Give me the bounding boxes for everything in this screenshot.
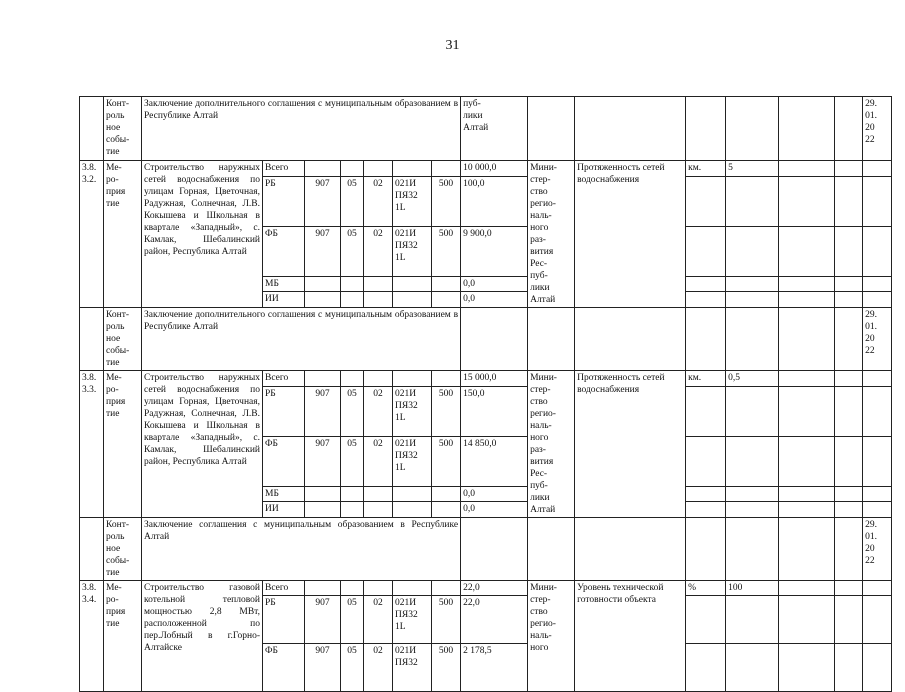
grbs-code — [305, 276, 341, 292]
amount: 100,0 — [461, 176, 528, 226]
funding-source: ИИ — [263, 292, 305, 308]
value-cell — [726, 518, 779, 581]
finance-row — [80, 161, 892, 177]
empty-cell — [726, 386, 779, 436]
vr-code: 500 — [432, 436, 461, 486]
date-cell: 29. 01. 20 22 — [863, 308, 892, 371]
empty-cell — [835, 308, 863, 371]
empty-cell — [726, 292, 779, 308]
event-number: 3.8. 3.2. — [80, 161, 104, 308]
num-cell — [80, 97, 104, 161]
empty-cell — [686, 644, 726, 692]
csr-code: 021И ПЯ32 1L — [393, 596, 432, 644]
control-event-row — [80, 97, 892, 161]
section-code: 05 — [341, 436, 364, 486]
empty-cell — [779, 176, 835, 226]
subsection-code: 02 — [364, 226, 393, 276]
empty-cell — [686, 292, 726, 308]
subsection-code — [364, 581, 393, 596]
empty-cell — [863, 276, 892, 292]
grbs-code — [305, 502, 341, 518]
empty-cell — [726, 486, 779, 502]
subsection-code — [364, 486, 393, 502]
vr-code: 500 — [432, 596, 461, 644]
empty-cell — [835, 502, 863, 518]
csr-code — [393, 292, 432, 308]
indicator-unit: км. — [686, 161, 726, 177]
csr-code: 021И ПЯ32 1L — [393, 226, 432, 276]
subsection-code: 02 — [364, 436, 393, 486]
empty-cell — [686, 596, 726, 644]
subsection-code — [364, 161, 393, 177]
subsection-code — [364, 371, 393, 387]
amount: 0,0 — [461, 486, 528, 502]
event-description: Строительство наружных сетей водоснабжения по улицам Горная, Цветочная, Радужная, Солнечная, Л.В. Кокышева и Школьная в квартале «Западный», с. Камлак, Шебалинский район, Республика Алтай — [142, 161, 263, 308]
indicator-name: Протяженность сетей водоснабжения — [575, 371, 686, 518]
control-event-row — [80, 308, 892, 371]
empty-cell — [726, 644, 779, 692]
empty-cell — [835, 292, 863, 308]
grbs-code: 907 — [305, 596, 341, 644]
empty-cell — [835, 371, 863, 387]
empty-cell — [779, 226, 835, 276]
subsection-code — [364, 502, 393, 518]
vr-code — [432, 486, 461, 502]
csr-code: 021И ПЯ32 1L — [393, 176, 432, 226]
empty-cell — [779, 386, 835, 436]
empty-cell — [835, 97, 863, 161]
empty-cell — [779, 161, 835, 177]
subsection-code: 02 — [364, 176, 393, 226]
section-code: 05 — [341, 386, 364, 436]
empty-cell — [863, 596, 892, 644]
section-code — [341, 486, 364, 502]
empty-cell — [863, 502, 892, 518]
vr-code: 500 — [432, 226, 461, 276]
funding-source: РБ — [263, 176, 305, 226]
indicator-cell — [575, 97, 686, 161]
empty-cell — [835, 436, 863, 486]
funding-source: РБ — [263, 596, 305, 644]
indicator-cell — [528, 308, 575, 371]
page-number: 31 — [445, 38, 460, 53]
vr-code — [432, 581, 461, 596]
grbs-code: 907 — [305, 386, 341, 436]
empty-cell — [779, 371, 835, 387]
empty-cell — [779, 502, 835, 518]
control-label: Конт- роль ное собы- тие — [104, 518, 142, 581]
funding-source: Всего — [263, 581, 305, 596]
subsection-code: 02 — [364, 596, 393, 644]
subsection-code: 02 — [364, 644, 393, 692]
indicator-value: 0,5 — [726, 371, 779, 387]
csr-code: 021И ПЯ32 — [393, 644, 432, 692]
empty-cell — [726, 276, 779, 292]
num-cell — [80, 518, 104, 581]
subsection-code — [364, 276, 393, 292]
empty-cell — [726, 226, 779, 276]
event-number: 3.8. 3.3. — [80, 371, 104, 518]
empty-cell — [726, 176, 779, 226]
section-code: 05 — [341, 176, 364, 226]
empty-cell — [863, 226, 892, 276]
empty-cell — [835, 276, 863, 292]
control-label: Конт- роль ное собы- тие — [104, 97, 142, 161]
funding-source: Всего — [263, 161, 305, 177]
event-description: Строительство наружных сетей водоснабжения по улицам Горная, Цветочная, Радужная, Солнечная, Л.В. Кокышева и Школьная в квартале «Западный», с. Камлак, Шебалинский район, Республика Алтай — [142, 371, 263, 518]
grbs-code: 907 — [305, 644, 341, 692]
executor-cell — [461, 518, 528, 581]
amount: 22,0 — [461, 581, 528, 596]
amount: 9 900,0 — [461, 226, 528, 276]
vr-code — [432, 502, 461, 518]
empty-cell — [835, 486, 863, 502]
date-cell — [863, 581, 892, 596]
plan-table — [79, 96, 892, 692]
empty-cell — [779, 596, 835, 644]
funding-source: ФБ — [263, 436, 305, 486]
control-text: Заключение дополнительного соглашения с муниципальным образованием в Республике Алтай — [142, 308, 461, 371]
indicator-name: Уровень технической готовности объекта — [575, 581, 686, 692]
executor-cell: Мини- стер- ство регио- наль- ного раз- вития Рес- пуб- лики Алтай — [528, 161, 575, 308]
funding-source: ФБ — [263, 644, 305, 692]
funding-source: ИИ — [263, 502, 305, 518]
section-code — [341, 276, 364, 292]
amount: 0,0 — [461, 502, 528, 518]
funding-source: ФБ — [263, 226, 305, 276]
grbs-code — [305, 371, 341, 387]
subsection-code: 02 — [364, 386, 393, 436]
event-label: Ме- ро- прия тие — [104, 371, 142, 518]
amount: 14 850,0 — [461, 436, 528, 486]
grbs-code — [305, 161, 341, 177]
section-code — [341, 581, 364, 596]
csr-code — [393, 371, 432, 387]
empty-cell — [779, 486, 835, 502]
csr-code — [393, 581, 432, 596]
empty-cell — [779, 644, 835, 692]
amount: 0,0 — [461, 292, 528, 308]
date-cell — [863, 371, 892, 387]
event-description: Строительство газовой котельной тепловой мощностью 2,8 МВт, расположенной по пер.Лобный в г.Горно-Алтайске — [142, 581, 263, 692]
csr-code — [393, 486, 432, 502]
amount: 0,0 — [461, 276, 528, 292]
amount: 22,0 — [461, 596, 528, 644]
empty-cell — [779, 581, 835, 596]
indicator-cell — [528, 97, 575, 161]
empty-cell — [863, 386, 892, 436]
empty-cell — [779, 276, 835, 292]
amount: 150,0 — [461, 386, 528, 436]
empty-cell — [726, 596, 779, 644]
section-code: 05 — [341, 596, 364, 644]
vr-code: 500 — [432, 386, 461, 436]
section-code — [341, 161, 364, 177]
empty-cell — [835, 226, 863, 276]
amount: 10 000,0 — [461, 161, 528, 177]
amount: 2 178,5 — [461, 644, 528, 692]
empty-cell — [686, 486, 726, 502]
section-code: 05 — [341, 226, 364, 276]
empty-cell — [835, 581, 863, 596]
control-text: Заключение соглашения с муниципальным образованием в Республике Алтай — [142, 518, 461, 581]
amount: 15 000,0 — [461, 371, 528, 387]
control-label: Конт- роль ное собы- тие — [104, 308, 142, 371]
finance-row — [80, 581, 892, 596]
empty-cell — [835, 518, 863, 581]
event-label: Ме- ро- прия тие — [104, 581, 142, 692]
finance-row — [80, 371, 892, 387]
empty-cell — [863, 486, 892, 502]
empty-cell — [686, 386, 726, 436]
empty-cell — [863, 436, 892, 486]
executor-cell: пуб- лики Алтай — [461, 97, 528, 161]
empty-cell — [863, 176, 892, 226]
empty-cell — [686, 176, 726, 226]
event-label: Ме- ро- прия тие — [104, 161, 142, 308]
indicator-cell — [575, 308, 686, 371]
empty-cell — [835, 596, 863, 644]
grbs-code — [305, 581, 341, 596]
funding-source: Всего — [263, 371, 305, 387]
value-cell — [726, 308, 779, 371]
vr-code — [432, 161, 461, 177]
empty-cell — [835, 386, 863, 436]
grbs-code: 907 — [305, 436, 341, 486]
funding-source: МБ — [263, 276, 305, 292]
grbs-code — [305, 486, 341, 502]
funding-source: РБ — [263, 386, 305, 436]
indicator-cell — [528, 518, 575, 581]
csr-code — [393, 502, 432, 518]
executor-cell: Мини- стер- ство регио- наль- ного — [528, 581, 575, 692]
section-code — [341, 502, 364, 518]
empty-cell — [686, 502, 726, 518]
executor-cell — [461, 308, 528, 371]
grbs-code — [305, 292, 341, 308]
csr-code — [393, 161, 432, 177]
event-number: 3.8. 3.4. — [80, 581, 104, 692]
empty-cell — [863, 292, 892, 308]
empty-cell — [779, 308, 835, 371]
indicator-value: 5 — [726, 161, 779, 177]
unit-cell — [686, 97, 726, 161]
indicator-unit: % — [686, 581, 726, 596]
vr-code: 500 — [432, 176, 461, 226]
indicator-value: 100 — [726, 581, 779, 596]
value-cell — [726, 97, 779, 161]
empty-cell — [835, 161, 863, 177]
empty-cell — [686, 436, 726, 486]
indicator-cell — [575, 518, 686, 581]
control-text: Заключение дополнительного соглашения с муниципальным образованием в Республике Алтай — [142, 97, 461, 161]
section-code: 05 — [341, 644, 364, 692]
section-code — [341, 371, 364, 387]
grbs-code: 907 — [305, 226, 341, 276]
control-event-row — [80, 518, 892, 581]
subsection-code — [364, 292, 393, 308]
vr-code — [432, 292, 461, 308]
empty-cell — [779, 518, 835, 581]
empty-cell — [863, 644, 892, 692]
indicator-name: Протяженность сетей водоснабжения — [575, 161, 686, 308]
vr-code — [432, 276, 461, 292]
empty-cell — [779, 436, 835, 486]
grbs-code: 907 — [305, 176, 341, 226]
funding-source: МБ — [263, 486, 305, 502]
section-code — [341, 292, 364, 308]
vr-code — [432, 371, 461, 387]
csr-code — [393, 276, 432, 292]
csr-code: 021И ПЯ32 1L — [393, 436, 432, 486]
executor-cell: Мини- стер- ство регио- наль- ного раз- вития Рес- пуб- лики Алтай — [528, 371, 575, 518]
num-cell — [80, 308, 104, 371]
empty-cell — [726, 502, 779, 518]
indicator-unit: км. — [686, 371, 726, 387]
unit-cell — [686, 308, 726, 371]
empty-cell — [779, 292, 835, 308]
empty-cell — [686, 226, 726, 276]
unit-cell — [686, 518, 726, 581]
empty-cell — [835, 176, 863, 226]
date-cell — [863, 161, 892, 177]
empty-cell — [726, 436, 779, 486]
date-cell: 29. 01. 20 22 — [863, 97, 892, 161]
empty-cell — [779, 97, 835, 161]
vr-code: 500 — [432, 644, 461, 692]
csr-code: 021И ПЯ32 1L — [393, 386, 432, 436]
empty-cell — [835, 644, 863, 692]
date-cell: 29. 01. 20 22 — [863, 518, 892, 581]
empty-cell — [686, 276, 726, 292]
